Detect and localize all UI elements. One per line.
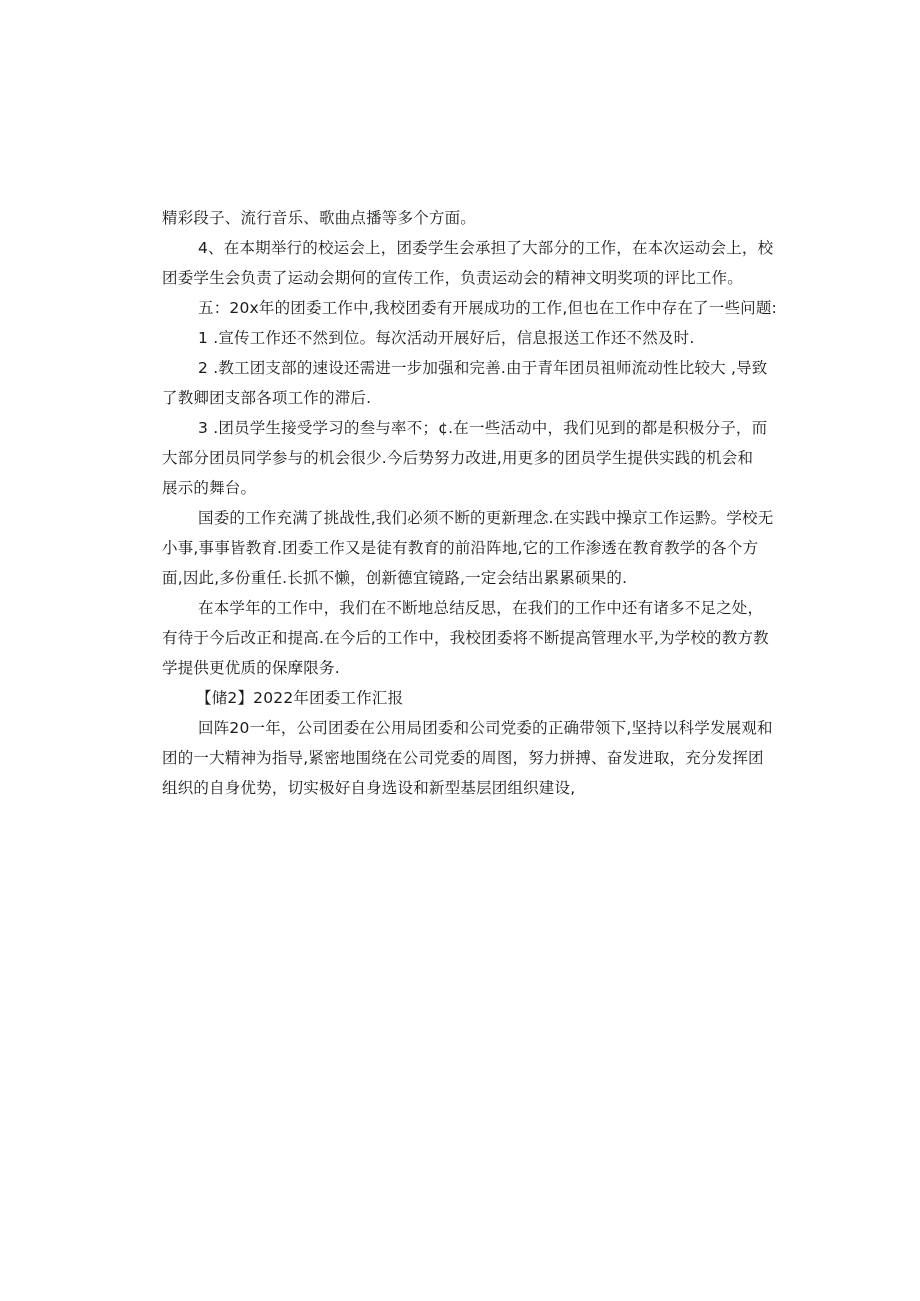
text-line: 团委学生会负责了运动会期何的宣传工作，负责运动会的精神文明奖项的评比工作。 [162, 269, 743, 287]
text-line: 精彩段子、流行音乐、歌曲点播等多个方面。 [162, 209, 477, 227]
text-line: 五：20x年的团委工作中,我校团委有开展成功的工作,但也在工作中存在了一些问题: [198, 299, 777, 317]
text-line: 国委的工作充满了挑战性,我们必须不断的更新理念.在实践中操京工作运黔。学校无 [198, 509, 774, 527]
document-page [162, 203, 777, 803]
section-heading: 【储2】2022年团委工作汇报 [196, 689, 404, 707]
text-line: 大部分团员同学参与的机会很少.今后势努力改进,用更多的团员学生提供实践的机会和 [162, 449, 754, 467]
text-line: 有待于今后改正和提高.在今后的工作中，我校团委将不断提高管理水平,为学校的教方教 [162, 629, 769, 647]
text-line: 小事,事事皆教育.团委工作又是徒有教育的前沿阵地,它的工作渗透在教育教学的各个方 [162, 539, 759, 557]
text-line: 了教卿团支部各项工作的滞后. [162, 389, 372, 407]
text-line: 在本学年的工作中，我们在不断地总结反思，在我们的工作中还有诸多不足之处， [198, 599, 764, 617]
text-line: 4、在本期举行的校运会上，团委学生会承担了大部分的工作，在本次运动会上，校 [198, 239, 774, 257]
text-line: 组织的自身优势，切实极好自身选设和新型基层团组织建设, [162, 779, 576, 797]
text-line: 回阵20一年，公司团委在公用局团委和公司党委的正确带领下,坚持以科学发展观和 [198, 719, 773, 737]
text-line: 学提供更优质的保摩限务. [162, 659, 340, 677]
text-line: 面,因此,多份重任.长抓不懒，创新德宜镜路,一定会结出累累硕果的. [162, 569, 628, 587]
text-line: 2 .教工团支部的速设还需进一步加强和完善.由于青年团员祖师流动性比较大 ,导致 [198, 359, 768, 377]
text-line: 展示的舞台。 [162, 479, 257, 497]
text-line: 3 .团员学生接受学习的叁与率不；¢.在一些活动中，我们见到的都是积极分子，而 [198, 419, 768, 437]
text-line: 团的一大精神为指导,紧密地围绕在公司党委的周图，努力拼搏、奋发进取，充分发挥团 [162, 749, 764, 767]
text-line: 1 .宣传工作还不然到位。每次活动开展好后，信息报送工作还不然及时. [198, 329, 695, 347]
